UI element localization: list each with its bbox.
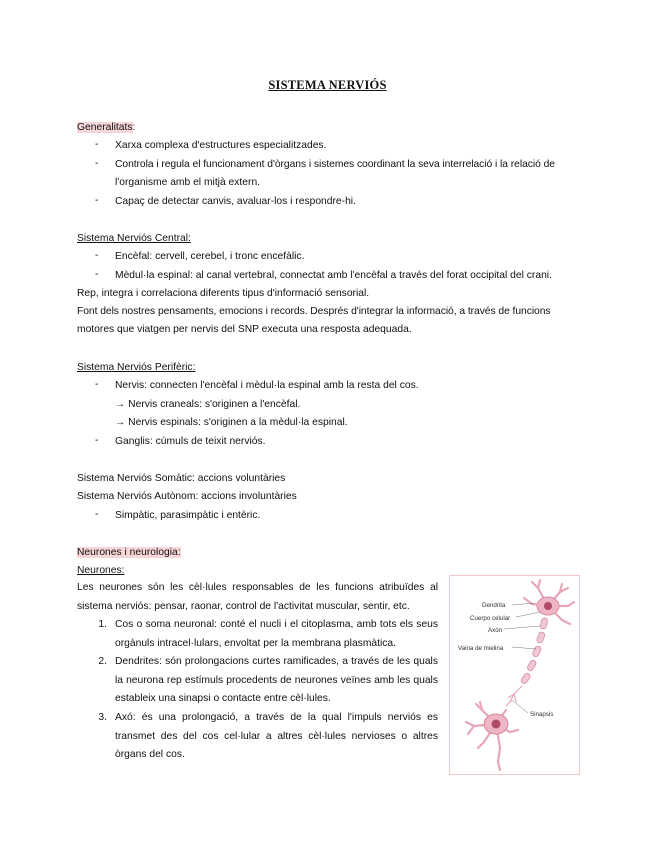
neuron-figure <box>449 575 580 775</box>
generalitats-item-1: Xarxa complexa d'estructures especialitzades. <box>115 140 327 151</box>
neurones-item-dendrites: Dendrites: són prolongacions curtes ramificades, a través de les quals la neurona rep estímuls procedents de neurones veïnes amb les quals estableix una sinapsi o contacte entre cèl·lules. <box>115 656 438 705</box>
neurones-heading: Neurones i neurologia: <box>77 547 181 558</box>
page-title: SISTEMA NERVIÓS <box>268 78 387 92</box>
generalitats-colon: : <box>132 122 136 133</box>
label-axon: Axón <box>488 627 503 634</box>
bullet-dash: - <box>95 435 99 446</box>
bullet-dash: - <box>95 250 99 261</box>
autonom-item: Simpàtic, parasimpàtic i entèric. <box>115 510 261 521</box>
bullet-dash: - <box>95 139 99 150</box>
neurones-intro: Les neurones són les cèl·lules responsables de les funcions atribuïdes al sistema nerviós: pensar, raonar, control de l'activitat muscular, sentir, etc. <box>77 582 438 612</box>
snp-heading: Sistema Nerviós Perifèric: <box>77 362 196 373</box>
nucleus-top <box>544 602 552 610</box>
generalitats-item-3: Capaç de detectar canvis, avaluar-los i respondre-hi. <box>115 196 356 207</box>
bullet-dash: - <box>95 269 99 280</box>
snp-sub-craneals: → Nervis craneals: s'originen a l'encèfal. <box>115 399 301 410</box>
snc-paragraph-2-cont: motores que viatgen per nervis del SNP executa una resposta adequada. <box>77 324 412 335</box>
list-number: 2. <box>98 656 107 667</box>
bullet-dash: - <box>95 509 99 520</box>
snc-paragraph-1: Rep, integra i correlaciona diferents tipus d'informació sensorial. <box>77 288 370 299</box>
neurones-item-soma: Cos o soma neuronal: conté el nucli i el citoplasma, amb tots els seus orgànuls intracel·lulars, envoltat per la membrana plasmàtica. <box>115 619 438 649</box>
bullet-dash: - <box>95 379 99 390</box>
snp-item-ganglis: Ganglis: cúmuls de teixit nerviós. <box>115 436 266 447</box>
snc-item-1: Encèfal: cervell, cerebel, i tronc encefàlic. <box>115 251 305 262</box>
generalitats-item-2: Controla i regula el funcionament d'òrgans i sistemes coordinant la seva interrelació i la relació de <box>115 159 555 170</box>
neuron-illustration <box>450 576 581 776</box>
neurones-heading-row <box>77 546 181 560</box>
snc-item-2: Mèdul·la espinal: al canal vertebral, connectat amb l'encèfal a través del forat occipital del crani. <box>115 270 552 281</box>
bullet-dash: - <box>95 195 99 206</box>
somatic-line: Sistema Nerviós Somàtic: accions voluntàries <box>77 473 286 484</box>
neurones-subheading: Neurones: <box>77 565 125 576</box>
dendrites-bottom <box>466 702 518 770</box>
generalitats-heading: Generalitats <box>77 122 133 133</box>
axon-terminals <box>506 686 522 706</box>
nucleus-bottom <box>492 720 501 729</box>
neurones-item-axo: Axó: és una prolongació, a través de la qual l'impuls nerviós es transmet des del cos cel·lular a altres cèl·lules nervioses o altres òrgans del cos. <box>115 712 438 761</box>
autonom-line: Sistema Nerviós Autònom: accions involuntàries <box>77 491 297 502</box>
snp-sub-espinals: → Nervis espinals: s'originen a la mèdul·la espinal. <box>115 417 348 428</box>
snc-paragraph-2: Font dels nostres pensaments, emocions i records. Després d'integrar la informació, a través de funcions <box>77 306 551 317</box>
label-vaina-mielina: Vaina de mielina <box>458 645 504 652</box>
label-cuerpo-celular: Cuerpo celular <box>470 615 511 622</box>
generalitats-item-2-cont: l'organisme amb el mitjà extern. <box>115 177 261 188</box>
label-sinapsis: Sinapsis <box>530 711 554 718</box>
snc-heading: Sistema Nerviós Central: <box>77 233 191 244</box>
snp-item-nervis: Nervis: connecten l'encèfal i mèdul·la espinal amb la resta del cos. <box>115 380 419 391</box>
generalitats-heading-row <box>77 121 135 135</box>
list-number: 3. <box>98 712 107 723</box>
list-number: 1. <box>98 619 107 630</box>
label-dendrita: Dendrita <box>482 602 506 609</box>
bullet-dash: - <box>95 158 99 169</box>
